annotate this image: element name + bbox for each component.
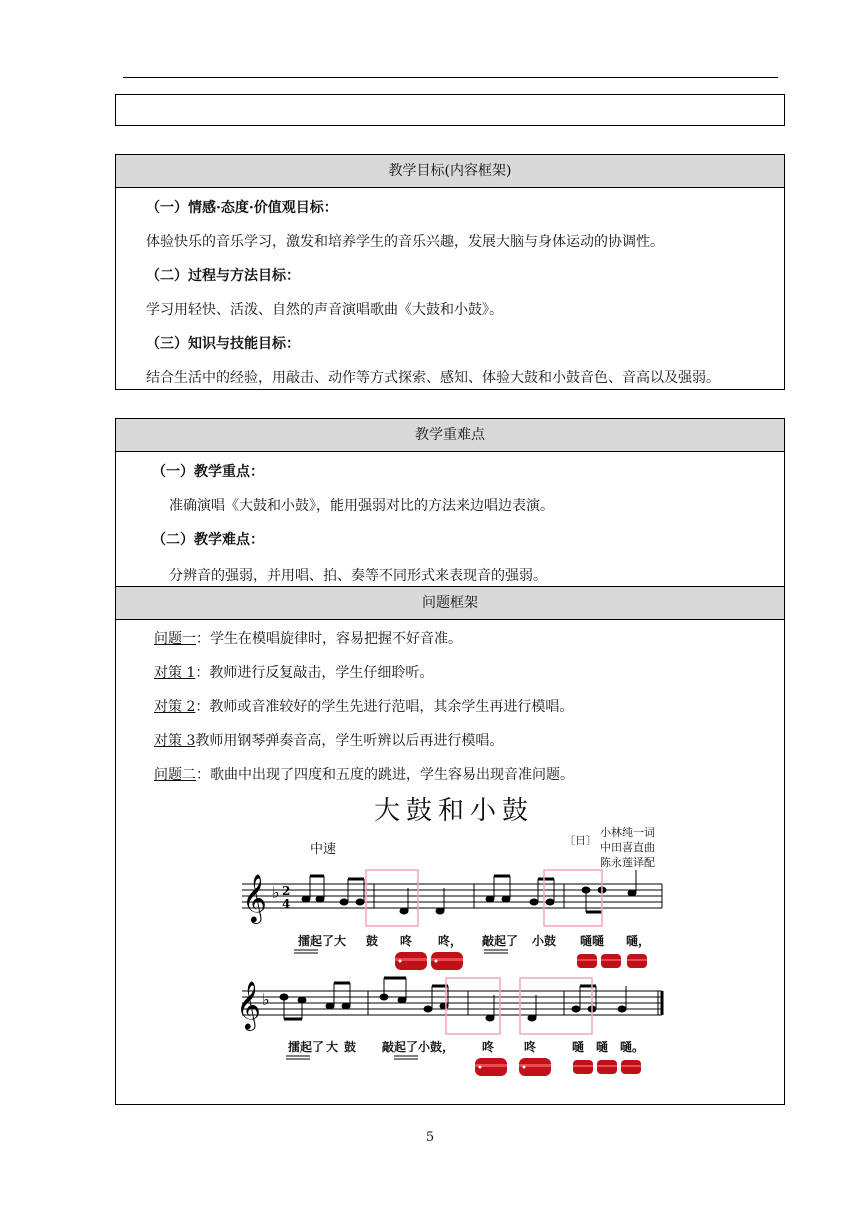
small-drum-icon xyxy=(600,952,622,970)
big-drum-icon xyxy=(518,1056,552,1078)
score-tempo: 中速 xyxy=(310,842,337,857)
notes-row-1 xyxy=(302,870,636,914)
lyric: 大 xyxy=(326,1040,339,1054)
lyric: 敲起了小鼓， xyxy=(382,1040,455,1054)
lyric: 敲起了 xyxy=(482,934,519,948)
lyric-underlines-row-2 xyxy=(286,1056,418,1059)
lyric: 擂起了大 xyxy=(298,934,347,948)
small-drum-icon xyxy=(572,1058,594,1076)
score-title: 大鼓和小鼓 xyxy=(374,796,535,826)
problem-text: ：歌曲中出现了四度和五度的跳进，学生容易出现音准问题。 xyxy=(196,767,574,783)
keypoint-text-1: 准确演唱《大鼓和小鼓》，能用强弱对比的方法来边唱边表演。 xyxy=(169,498,554,514)
strategy-text: ：教师进行反复敲击，学生仔细聆听。 xyxy=(195,665,434,681)
lyric: 嗵。 xyxy=(620,1040,645,1054)
strategy-label: 对策 1 xyxy=(154,665,196,681)
problem-label: 问题二 xyxy=(154,767,196,783)
objective-text-2: 学习用轻快、活泼、自然的声音演唱歌曲《大鼓和小鼓》。 xyxy=(146,302,503,318)
keypoint-heading-1: （一）教学重点： xyxy=(152,464,264,480)
lyric: 嗵嗵 xyxy=(580,934,605,948)
small-drum-icon xyxy=(626,952,648,970)
objective-text-3: 结合生活中的经验，用敲击、动作等方式探索、感知、体验大鼓和小鼓音色、音高以及强弱。 xyxy=(146,370,720,386)
strategy-label: 对策 2 xyxy=(154,699,196,715)
highlight-box xyxy=(446,978,500,1034)
time-signature-top: 2 xyxy=(282,884,291,898)
treble-clef-icon: 𝄞 xyxy=(242,873,267,922)
big-drum-icon xyxy=(394,950,428,972)
lyric: 咚 xyxy=(524,1040,537,1054)
strategy-item xyxy=(154,730,503,750)
lyric: 嗵， xyxy=(626,934,651,948)
lyric: 小鼓 xyxy=(532,934,557,948)
score-lyricist: 小林纯一词 xyxy=(600,826,655,839)
lyric: 咚 xyxy=(482,1040,495,1054)
problem-label: 问题一 xyxy=(154,631,196,647)
lyric: 嗵 xyxy=(596,1040,609,1054)
lyric: 嗵 xyxy=(572,1040,585,1054)
music-score-figure xyxy=(234,788,666,1096)
strategy-text: 教师用钢琴弹奏音高，学生听辨以后再进行模唱。 xyxy=(195,733,504,749)
strategy-label: 对策 3 xyxy=(154,733,196,749)
problem-item xyxy=(154,628,462,648)
small-drum-icon xyxy=(620,1058,642,1076)
header-rule xyxy=(123,77,778,78)
objective-heading-2: （二）过程与方法目标： xyxy=(146,268,300,284)
problem-text: ：学生在模唱旋律时，容易把握不好音准。 xyxy=(196,631,462,647)
objectives-section xyxy=(115,154,785,390)
strategy-item xyxy=(154,696,573,716)
strategy-item xyxy=(154,662,433,682)
objective-heading-3: （三）知识与技能目标： xyxy=(146,336,300,352)
time-signature-bottom: 4 xyxy=(282,897,291,911)
staff-row-2 xyxy=(242,991,662,1015)
flat-icon: ♭ xyxy=(262,990,270,1009)
score-translator: 陈永莲译配 xyxy=(600,856,655,869)
lyric: 咚 xyxy=(400,934,413,948)
objective-text-1: 体验快乐的音乐学习，激发和培养学生的音乐兴趣，发展大脑与身体运动的协调性。 xyxy=(146,234,664,250)
small-drum-icon xyxy=(576,952,598,970)
treble-clef-icon: 𝄞 xyxy=(236,980,261,1029)
small-drum-icon xyxy=(596,1058,618,1076)
score-origin: 〔日〕 xyxy=(564,834,597,847)
problem-item xyxy=(154,764,574,784)
keypoint-text-2: 分辨音的强弱，并用唱、拍、奏等不同形式来表现音的强弱。 xyxy=(169,568,547,584)
empty-header-box xyxy=(115,94,785,126)
score-composer: 中田喜直曲 xyxy=(600,841,655,854)
lyric: 鼓 xyxy=(366,934,379,948)
lyric: 擂起了 xyxy=(288,1040,325,1054)
keypoint-heading-2: （二）教学难点： xyxy=(152,532,264,548)
lyric: 咚， xyxy=(438,934,463,948)
lyric: 鼓 xyxy=(344,1040,357,1054)
problems-header: 问题框架 xyxy=(116,586,784,620)
page-number: 5 xyxy=(425,1130,435,1145)
objective-heading-1: （一）情感·态度·价值观目标： xyxy=(146,200,338,216)
big-drum-icon xyxy=(430,950,464,972)
keypoints-header: 教学重难点 xyxy=(116,419,784,452)
flat-icon: ♭ xyxy=(272,883,280,902)
strategy-text: ：教师或音准较好的学生先进行范唱，其余学生再进行模唱。 xyxy=(195,699,574,715)
objectives-header: 教学目标(内容框架) xyxy=(116,155,784,188)
big-drum-icon xyxy=(474,1056,508,1078)
